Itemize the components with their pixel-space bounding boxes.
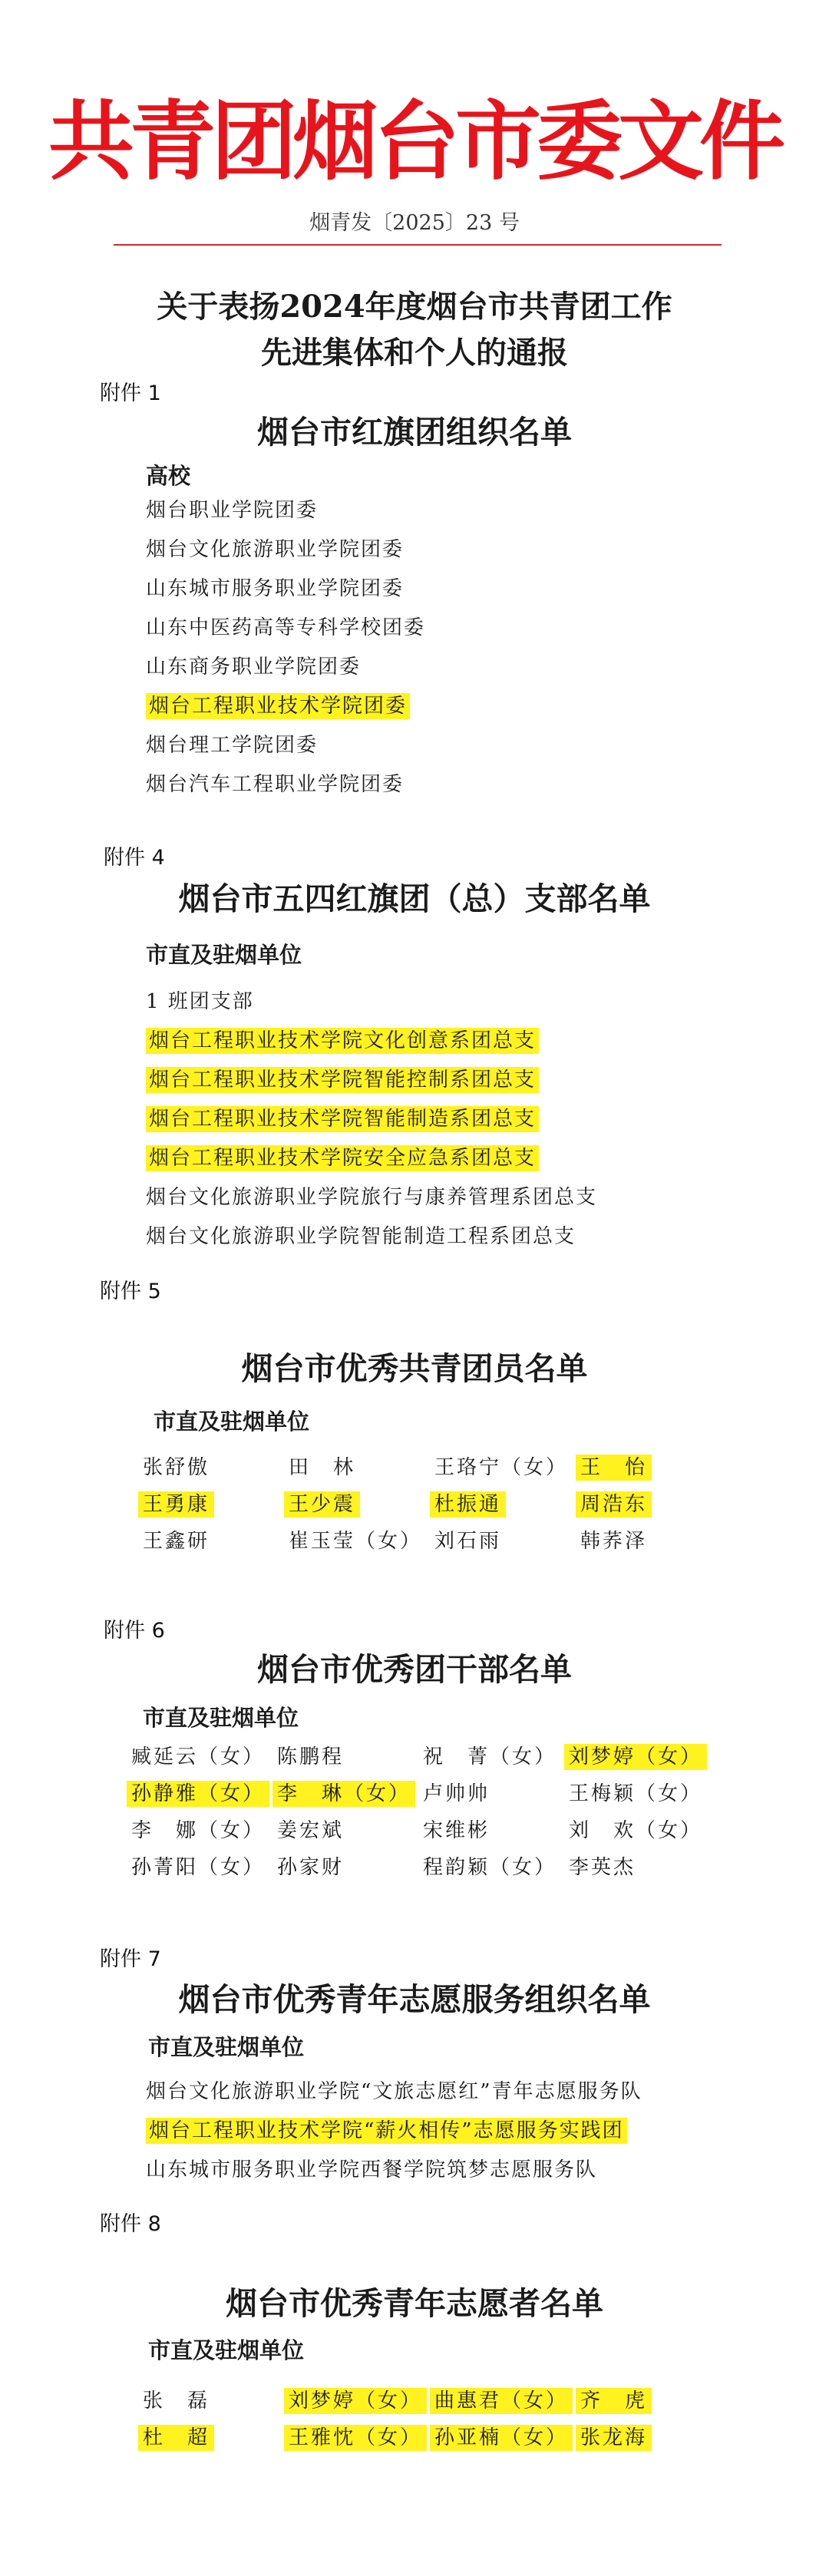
name-cell — [138, 1523, 284, 1560]
name-cell — [576, 1486, 722, 1523]
list-item — [146, 648, 425, 687]
branch-list — [146, 983, 597, 1257]
name-cell — [138, 1486, 284, 1523]
name-cell — [284, 1523, 430, 1560]
person-name: 李英杰 — [569, 1856, 636, 1879]
person-name: 李 琳（女） — [272, 1781, 415, 1807]
person-name: 崔玉莹（女） — [289, 1530, 423, 1553]
name-cell — [284, 1449, 430, 1486]
list-item-text: 烟台工程职业技术学院文化创意系团总支 — [146, 1028, 539, 1054]
list-item-text: 烟台工程职业技术学院智能控制系团总支 — [146, 1067, 539, 1093]
list-item — [146, 570, 425, 609]
list-item — [146, 983, 597, 1022]
list-item-text: 山东城市服务职业学院西餐学院筑梦志愿服务队 — [146, 2158, 598, 2181]
volunteer-org-list — [146, 2072, 642, 2190]
section-title: 烟台市优秀青年志愿服务组织名单 — [178, 1981, 651, 2018]
name-cell — [284, 2419, 430, 2456]
main-title-line-2: 先进集体和个人的通报 — [261, 335, 568, 371]
person-name: 卢帅帅 — [423, 1782, 490, 1805]
name-cell — [138, 2419, 284, 2456]
person-name: 孙家财 — [277, 1856, 345, 1879]
annex-label: 附件 1 — [100, 381, 161, 405]
name-cell — [127, 1739, 272, 1775]
list-item — [146, 609, 425, 648]
person-name: 陈鹏程 — [277, 1745, 345, 1769]
person-name: 宋维彬 — [423, 1819, 490, 1842]
name-cell — [576, 2383, 722, 2419]
category-heading: 市直及驻烟单位 — [154, 1409, 310, 1435]
list-item — [146, 530, 425, 570]
name-cell — [284, 1486, 430, 1523]
name-cell — [430, 2383, 576, 2419]
person-name: 王鑫研 — [143, 1530, 210, 1553]
person-name: 张龙海 — [576, 2425, 652, 2451]
list-item-text: 烟台文化旅游职业学院“文旅志愿红”青年志愿服务队 — [146, 2080, 642, 2103]
annex-label: 附件 5 — [100, 1280, 161, 1303]
name-cell — [418, 1812, 564, 1849]
annex-label: 附件 6 — [104, 1619, 165, 1643]
name-cell — [430, 1449, 576, 1486]
cadre-name-grid — [127, 1739, 710, 1886]
category-heading: 高校 — [146, 463, 191, 489]
name-cell — [138, 1449, 284, 1486]
list-item-text: 山东城市服务职业学院团委 — [146, 577, 405, 600]
name-cell — [127, 1812, 272, 1849]
name-cell — [430, 1523, 576, 1560]
annex-label: 附件 8 — [100, 2212, 161, 2236]
person-name: 刘梦婷（女） — [284, 2388, 427, 2414]
person-name: 孙静雅（女） — [127, 1781, 269, 1807]
annex-label: 附件 4 — [104, 846, 165, 870]
name-cell — [564, 1849, 710, 1886]
list-item — [146, 1217, 597, 1257]
category-heading: 市直及驻烟单位 — [143, 1705, 299, 1731]
name-cell — [272, 1775, 418, 1812]
list-item-text: 烟台文化旅游职业学院智能制造工程系团总支 — [146, 1225, 576, 1248]
name-cell — [418, 1849, 564, 1886]
list-item-text: 烟台汽车工程职业学院团委 — [146, 773, 405, 796]
name-cell — [430, 1486, 576, 1523]
list-item — [146, 2112, 642, 2151]
person-name: 李 娜（女） — [131, 1819, 266, 1842]
person-name: 曲惠君（女） — [430, 2388, 573, 2414]
person-name: 祝 菁（女） — [423, 1745, 557, 1769]
name-cell — [418, 1775, 564, 1812]
annex-label: 附件 7 — [100, 1947, 161, 1971]
list-item-text: 烟台工程职业技术学院智能制造系团总支 — [146, 1106, 539, 1132]
name-cell — [127, 1849, 272, 1886]
document-number: 烟青发〔2025〕23 号 — [309, 211, 520, 235]
red-divider — [114, 244, 722, 246]
person-name: 杜振通 — [430, 1491, 506, 1518]
category-heading: 市直及驻烟单位 — [148, 2034, 305, 2060]
person-name: 王雅忱（女） — [284, 2425, 427, 2451]
section-title: 烟台市优秀团干部名单 — [257, 1651, 572, 1688]
person-name: 刘石雨 — [434, 1530, 502, 1553]
masthead-title: 共青团烟台市委文件 — [48, 91, 781, 192]
list-item-text: 烟台文化旅游职业学院团委 — [146, 538, 405, 561]
volunteer-name-grid — [138, 2383, 722, 2456]
list-item — [146, 1100, 597, 1139]
person-name: 程韵颖（女） — [423, 1856, 557, 1879]
person-name: 周浩东 — [576, 1491, 652, 1518]
category-heading: 市直及驻烟单位 — [146, 942, 302, 968]
person-name: 韩荞泽 — [580, 1530, 648, 1553]
name-cell — [430, 2419, 576, 2456]
section-title: 烟台市优秀青年志愿者名单 — [226, 2285, 603, 2322]
name-cell — [564, 1812, 710, 1849]
person-name: 张舒傲 — [143, 1456, 210, 1479]
main-title-line-1: 关于表扬2024年度烟台市共青团工作 — [157, 289, 672, 325]
list-item-text: 山东商务职业学院团委 — [146, 656, 362, 679]
name-cell — [272, 1739, 418, 1775]
list-item — [146, 2151, 642, 2190]
person-name: 孙亚楠（女） — [430, 2425, 573, 2451]
person-name: 张 磊 — [143, 2389, 210, 2413]
person-name: 王少震 — [284, 1491, 360, 1518]
organization-list — [146, 491, 425, 804]
person-name: 臧延云（女） — [131, 1745, 266, 1769]
list-item — [146, 726, 425, 765]
person-name: 孙菁阳（女） — [131, 1856, 266, 1879]
person-name: 田 林 — [289, 1456, 356, 1479]
person-name: 杜 超 — [138, 2425, 214, 2451]
name-cell — [576, 2419, 722, 2456]
list-item — [146, 1022, 597, 1061]
section-title: 烟台市五四红旗团（总）支部名单 — [178, 880, 651, 917]
person-name: 王梅颖（女） — [569, 1782, 703, 1805]
section-title: 烟台市优秀共青团员名单 — [241, 1350, 588, 1387]
list-item — [146, 2072, 642, 2112]
member-name-grid — [138, 1449, 722, 1560]
name-cell — [284, 2383, 430, 2419]
name-cell — [564, 1775, 710, 1812]
list-item-text: 烟台工程职业技术学院“薪火相传”志愿服务实践团 — [146, 2118, 627, 2144]
list-item-text: 1 班团支部 — [146, 990, 254, 1013]
name-cell — [272, 1812, 418, 1849]
person-name: 刘梦婷（女） — [564, 1744, 707, 1770]
person-name: 王 怡 — [576, 1455, 652, 1481]
section-title: 烟台市红旗团组织名单 — [257, 414, 572, 451]
list-item — [146, 765, 425, 804]
name-cell — [272, 1849, 418, 1886]
person-name: 齐 虎 — [576, 2388, 652, 2414]
list-item-text: 烟台理工学院团委 — [146, 734, 319, 757]
name-cell — [576, 1523, 722, 1560]
category-heading: 市直及驻烟单位 — [148, 2337, 305, 2363]
list-item-text: 烟台工程职业技术学院团委 — [146, 693, 410, 719]
person-name: 姜宏斌 — [277, 1819, 345, 1842]
name-cell — [138, 2383, 284, 2419]
list-item-text: 烟台职业学院团委 — [146, 499, 319, 522]
list-item — [146, 687, 425, 726]
name-cell — [127, 1775, 272, 1812]
list-item-text: 山东中医药高等专科学校团委 — [146, 616, 426, 639]
list-item — [146, 1178, 597, 1217]
person-name: 刘 欢（女） — [569, 1819, 703, 1842]
name-cell — [418, 1739, 564, 1775]
name-cell — [576, 1449, 722, 1486]
list-item-text: 烟台工程职业技术学院安全应急系团总支 — [146, 1145, 539, 1171]
list-item — [146, 1061, 597, 1100]
list-item — [146, 1139, 597, 1178]
person-name: 王勇康 — [138, 1491, 214, 1518]
list-item — [146, 491, 425, 530]
list-item-text: 烟台文化旅游职业学院旅行与康养管理系团总支 — [146, 1186, 598, 1209]
name-cell — [564, 1739, 710, 1775]
person-name: 王珞宁（女） — [434, 1456, 569, 1479]
